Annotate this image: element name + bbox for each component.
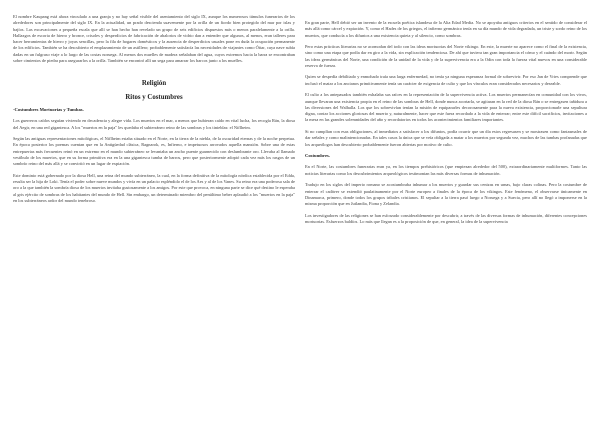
paragraph: En gran parte, Hell debió ser un invento de la escuela poética islandesa de la Alta Edad Media. No se apoyaba antiguos criterios en el sentido de considerar el más allá como cárcel y expiación. Y, como el Hades de los griegos, el infierno germánico tenía en su día mundo de vida degradada, un triste y sordo reino de los muertos, que conducía a los difuntos a una existencia quieta y al silencio, como sombras.	[305, 20, 587, 38]
paragraph: Tradujo en los siglos del imperio romano se acostumbraba inhumar a los muertos y guardar sus cenizas en urnas, bajo claras colinas. Pero la costumbre de enterrar el cadáver se extendió paulatinamente por el Norte europeo a finales de la época de los vikingos. Este fenómeno, el observarse únicamente en Dinamarca, primero, donde todos los grupos tribales cristianos. El sepultar a la tierra pasó luego a Noruega y a Suecia, pero allí no llegó a imponerse en la misma proporción que en Jutlandia, Fiona y Zelandia.	[305, 182, 587, 207]
paragraph: Los guerreros caídos seguían viviendo en decadencia y alegre vida. Los muertos en el mar, a menos que hubieran caído en vital lucha, los recogía Rán, la diosa del Aegir, en una red gigantesca. A los "muertos en la paja" les quedaba el subterráneo reino de las sombras y los tinieblas: el Niflheim.	[13, 118, 295, 130]
paragraph: Pero estas prácticas literarias no se acomodan del todo con las ideas mortuorias del Norte vikingo. En este, la muerte no aparece como el final de la existencia, sino como una etapa que podía dar en giro a la vida, sin explicación tendenciosa. De ahí que tuviera tan gran importancia el cómo y el cuándo del morir. Según las ideas germánicas del Norte, una condición de la unidad de la vida y de la supervivencia era a la Odin con toda la fuerza vital nuevos en una considerable reserva de fuerza.	[305, 44, 587, 68]
paragraph: Según las antiguas representaciones mitológicas, el Niflheim estaba situado en el Norte, en la tierra de la niebla, de la oscuridad eternas y de la noche perpetua. En época posterior los poemas cuentan que en la Antigüedad clásica, Ragnarok, es, Infierno, e impetuosos arrovados aquella mansión. Sobre una de estas entrepuertas más frecuentes reinó en un extremo en el mundo subterráneo se levantaba un ancho puente guarnecido con deslumbrante oro. Llevaba al llamado vestíbulo de los muertos, que en su forma primitiva era en la una gigantesca tumba de barros, pero que posteriormente adoptó cada vez más los rasgos de un sombrío reino del más allá y se convirtió en un lugar de expiación.	[13, 136, 295, 167]
paragraph: Los investigadores de las religiones se han esforzado considerablemente por descubrir, a través de las diversas formas de inhumación, diferentes concepciones mortuorias. Esfuerzos baldíos. Lo más que llegan es a la proposición de que, en general, la idea de la supervivencia	[305, 212, 587, 224]
subsection-heading: -Costumbres Mortuorias y Tumbas.	[13, 106, 84, 112]
paragraph: El culto a los antepasados también exhalaba sus raíces en la representación de la supervivencia activa. Los muertos permanecían en comunidad con los vivos, aunque llevaran una existencia propia en el reino de las sombras de Hell, donde nunca acortarla, se agitaran en la red de la diosa Rán o se entregasen tañidura a las diversiones del Walhalla. Los que los sobrevivían tenían la misión de equipararles decorosamente para la nueva existencia, proporcionarle una sepultura digna, contar los acciones gloriosas del muerto y, naturalmente, hacer que este fuera recordado a la vida de enterrar; entre este difícil sacrificios, invitaciones a la mesa en las grandes solemnidades del año y recordatorios en todos los acontecimientos familiares importantes.	[305, 92, 587, 123]
section-title: Religión	[141, 80, 167, 88]
paragraph: Este dominio está gobernado por la diosa Hell, una reina del mundo subterráneo, la cual, en la forma definitiva de la mitología nórdica establecida por el Edda, resulta ser la hija de Loki. Tenía el poder sobre nueve mundos y vivía en un palacio espléndido el de los Aes y al de los Vanes. Su reino era una poderosa sala de oro a la que también la sombría diosa de los muertos invitaba gustosamente a los amigos. Por este que provoca, en ninguna parte se dice qué destino le esperaba al gris ejército de sombras de los habitantes del mundo de Hell. Sin embargo, un determinado miembro del penúltimo beber aplaudió a los "muertos en la paja" en los subterráneos ardor del mundo tenebroso.	[13, 172, 295, 203]
section-subtitle: Ritos y Costumbres	[125, 93, 183, 101]
right-column	[305, 20, 587, 424]
paragraph: En el Norte, las costumbres funerarias eran ya, en los tiempos prehistóricos (que empiezan alrededor del 500), extraordinariamente multiformes. Tanto las noticias literarias como los descubrimientos arqueológicos testimonian las más diversas formas de inhumación.	[305, 164, 587, 176]
paragraph: Quien se despedía debilitado y enmohado traía una larga enfermedad, no tenía ya ninguna esperanza formal de sobrevivir. Por eso Jan de Vries comprende que inclusó el matar a los ancianos primitivamente tenía un carácter de exigencia de culto y que los vínculos eran considerados necesarios y deseable.	[305, 74, 587, 86]
paragraph: Si no cumplían con esas obligaciones, al inmediatos a satisfacer a los difuntos, podía ocurrir que un día estos regresasen y se mostrasen como fantasmales de dar señales y como malintencionadas. En tales casos la única que se veía obligada a matar a los muertos por segunda vez, muchos de las tumbas profanadas que los arqueólogos han descubierto probablemente fueron abiertas por motivo de culto.	[305, 128, 587, 147]
paragraph: El nombre Kaupang está ahora vinculado a una granja y no hay señal visible del asentamiento del siglo IX, aunque los numerosos túmulos funerarios de los alrededores son principalmente del siglo IX. En la actualidad, un prado descienda suavemente por la orilla de un fiordo bien protegido del mar por islas y bajíos. Las excavaciones a pequeña escala que allí se han hecho han revelado un grupo de seis edificios dispuestos más o menos paralelamente a la orilla. Hallazgos de escoria de hierro y bronce, crisoles y desperdicios de fabricación de abalorios de vidrio dan a entender que algunos, al menos, eran talleres para hacer herramientas de hierro y joyas sencillas, pero la fila de hogares domésticos y la ausencia de desperdicios usuales pone en duda la ocupación permanente de los edificios. También se ha descubierto el emplazamiento de un astillero; probablemente satisfacía las necesidades de viajantes como Óttar, cuya nave subía dadas en un fulgraso viaje a lo largo de las costas noruega. Al menos dos muelles de madera señalaban del agua, cuyos extremos hacia la barra se encontraban sobre cimientos de piedra para asegurarlos a la orilla. También se encontró allí un sega para amarrar los barcos junto a los muelles.	[13, 14, 295, 64]
subsection-heading: Costumbres.	[305, 152, 331, 158]
left-column	[13, 14, 295, 424]
